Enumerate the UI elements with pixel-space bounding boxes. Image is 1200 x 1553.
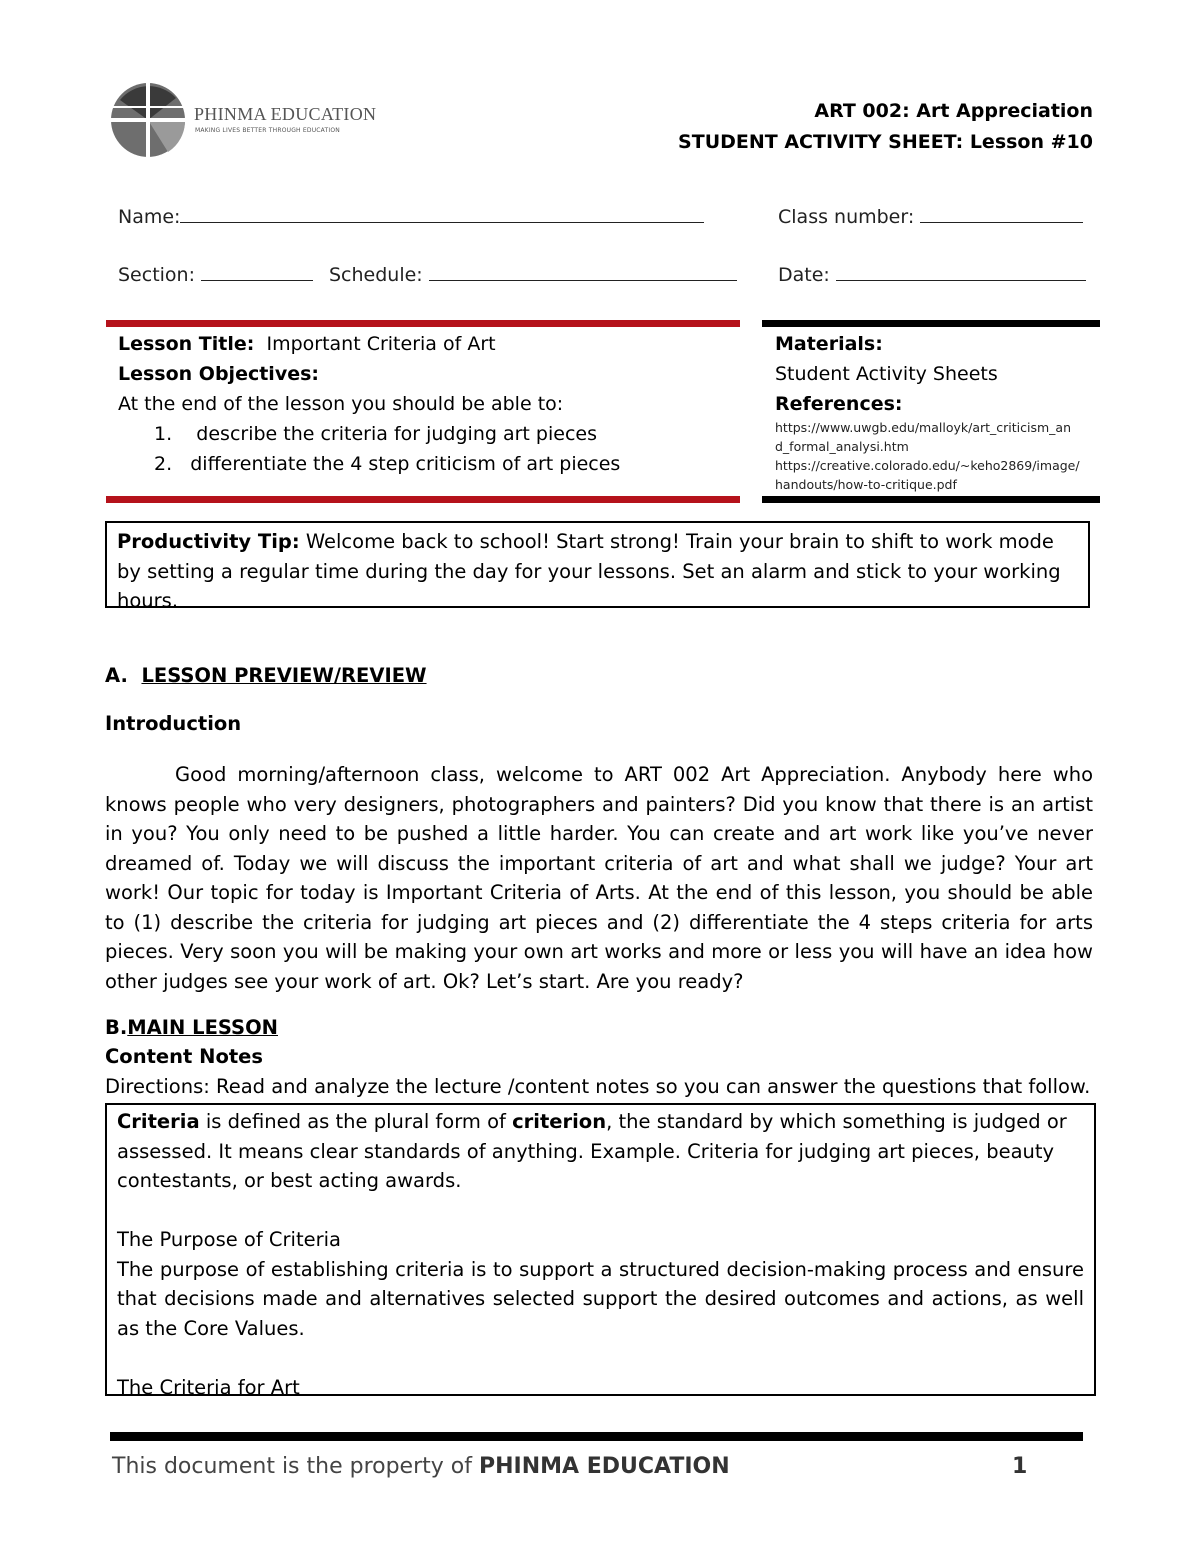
course-title: ART 002: Art Appreciation	[814, 100, 1093, 122]
objective-text: describe the criteria for judging art pieces	[196, 423, 597, 445]
intro-heading: Introduction	[105, 712, 242, 735]
objectives-intro: At the end of the lesson you should be able to:	[118, 393, 564, 415]
section-line[interactable]	[201, 279, 313, 281]
directions-text: Directions: Read and analyze the lecture /content notes so you can answer the questions that follow.	[105, 1075, 1091, 1098]
date-label: Date:	[778, 264, 830, 286]
logo-name: PHINMA EDUCATION	[194, 104, 377, 124]
lesson-bottom-bar	[106, 496, 740, 503]
objective-item: 1. describe the criteria for judging art pieces	[154, 423, 597, 445]
references-list	[775, 418, 1090, 494]
footer-owner: PHINMA EDUCATION	[478, 1454, 730, 1479]
sheet-label: STUDENT ACTIVITY SHEET	[678, 131, 956, 153]
name-field[interactable]	[118, 206, 704, 228]
tip-label: Productivity Tip:	[117, 530, 300, 553]
section-a-letter: A.	[105, 664, 128, 687]
footer-text	[112, 1454, 730, 1479]
name-label: Name:	[118, 206, 181, 228]
definition-part: , the standard by which something is judged or assessed. It means clear standards of anything. Example. Criteria for judging art pieces, beauty contestants, or best acting awards.	[117, 1110, 1067, 1192]
sheet-lesson: : Lesson #10	[955, 131, 1093, 153]
definition-part: is defined as the plural form of	[199, 1110, 513, 1133]
footer-prefix: This document is the property of	[112, 1454, 479, 1479]
lesson-title: Lesson Title: Important Criteria of Art	[118, 333, 496, 355]
lesson-top-bar	[106, 320, 740, 327]
class-number-line[interactable]	[920, 221, 1083, 223]
name-line[interactable]	[180, 221, 704, 223]
tip-text: Welcome back to school! Start strong! Train your brain to shift to work mode by setting a regular time during the day for your lessons. Set an alarm and stick to your working hours.	[117, 530, 1061, 612]
lesson-title-label: Lesson Title	[118, 333, 247, 355]
references-label: References:	[775, 393, 903, 415]
sheet-title	[678, 131, 1093, 153]
criteria-for-art-heading: The Criteria for Art	[117, 1375, 300, 1399]
section-label: Section:	[118, 264, 195, 286]
materials-bottom-bar	[762, 496, 1100, 503]
section-b-heading	[105, 1016, 278, 1039]
materials-block	[775, 329, 1090, 419]
objective-item: 2. differentiate the 4 step criticism of art pieces	[154, 453, 621, 475]
schedule-label: Schedule:	[329, 264, 423, 286]
section-b-letter: B.	[105, 1016, 128, 1039]
content-notes-heading: Content Notes	[105, 1045, 263, 1068]
schedule-line[interactable]	[429, 279, 737, 281]
materials-label: Materials:	[775, 333, 883, 355]
lesson-title-value: Important Criteria of Art	[266, 333, 496, 355]
objectives-label: Lesson Objectives:	[118, 363, 319, 385]
purpose-heading: The Purpose of Criteria	[117, 1228, 341, 1251]
section-b-title: MAIN LESSON	[127, 1016, 278, 1039]
schedule-field[interactable]	[329, 264, 737, 286]
lesson-block	[118, 329, 728, 479]
content-notes-box	[105, 1103, 1096, 1399]
phinma-logo	[108, 80, 378, 162]
section-field[interactable]	[118, 264, 313, 286]
purpose-text: The purpose of establishing criteria is to support a structured decision-making process and ensure that decisions made and alternatives selected support the desired outcomes and actions, as well as the Core Values.	[117, 1257, 1084, 1340]
class-number-label: Class number:	[778, 206, 915, 228]
date-line[interactable]	[836, 279, 1086, 281]
objective-text: differentiate the 4 step criticism of art pieces	[190, 453, 621, 475]
reference-link[interactable]: https://creative.colorado.edu/~keho2869/image/	[775, 458, 1080, 473]
materials-value: Student Activity Sheets	[775, 363, 998, 385]
reference-link[interactable]: https://www.uwgb.edu/malloyk/art_criticism_an	[775, 420, 1072, 435]
class-number-field[interactable]	[778, 206, 1083, 228]
section-a-title: LESSON PREVIEW/REVIEW	[141, 664, 427, 687]
page-number: 1	[1012, 1454, 1028, 1479]
criteria-definition	[117, 1107, 1084, 1196]
section-a-heading	[105, 664, 427, 687]
intro-paragraph	[105, 760, 1093, 996]
footer-bar	[110, 1432, 1083, 1441]
criteria-word: Criteria	[117, 1110, 200, 1133]
reference-link[interactable]: d_formal_analysi.htm	[775, 439, 909, 454]
criterion-word: criterion	[512, 1110, 607, 1133]
logo-tagline: MAKING LIVES BETTER THROUGH EDUCATION	[195, 127, 340, 134]
intro-text: Good morning/afternoon class, welcome to ART 002 Art Appreciation. Anybody here who knows people who very designers, photographers and painters? Did you know that there is an artist in you? You only need to be pushed a little harder. You can create and art work like you’ve never dreamed of. Today we will discuss the important criteria of art and what shall we judge? Your art work! Our topic for today is Important Criteria of Arts. At the end of this lesson, you should be able to (1) describe the criteria for judging art pieces and (2) differentiate the 4 steps criteria for arts pieces. Very soon you will be making your own art works and more or less you will have an idea how other judges see your work of art. Ok? Let’s start. Are you ready?	[105, 763, 1093, 993]
materials-top-bar	[762, 320, 1100, 327]
productivity-tip-box	[105, 521, 1090, 612]
reference-link[interactable]: handouts/how-to-critique.pdf	[775, 477, 957, 492]
date-field[interactable]	[778, 264, 1086, 286]
